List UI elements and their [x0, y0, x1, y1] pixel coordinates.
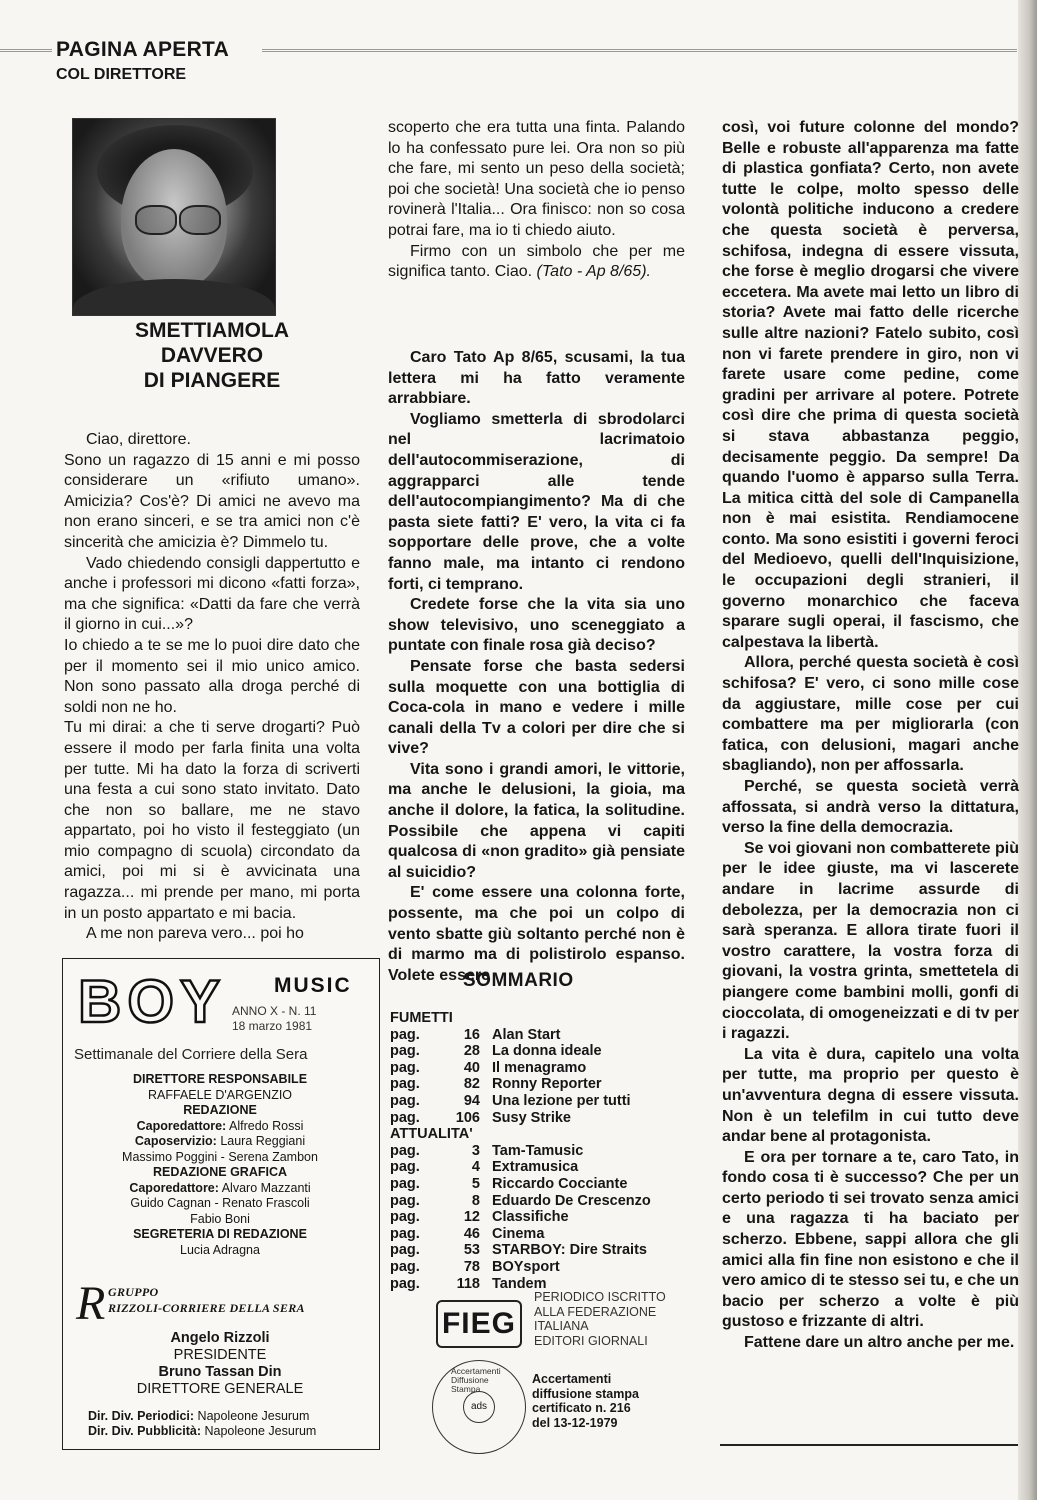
stamp-center: ads: [463, 1391, 495, 1423]
sommario-page-number: 118: [456, 1275, 480, 1292]
music-logo: MUSIC: [274, 974, 352, 997]
sommario-pag-label: pag.: [390, 1242, 420, 1259]
signature-name: (Tato - Ap 8/65).: [536, 263, 651, 281]
sommario-page-number: 4: [471, 1159, 480, 1176]
sommario-pag-label: pag.: [390, 1192, 420, 1209]
credit-name: Lucia Adragna: [180, 1242, 260, 1257]
section-title: PAGINA APERTA: [56, 38, 230, 61]
headline-line: SMETTIAMOLA: [135, 319, 289, 342]
fieg-line: EDITORI GIORNALI: [534, 1333, 648, 1348]
signature-text: Firmo con un simbolo che per me significa tanto. Ciao.: [388, 242, 685, 281]
sommario-page-number: 8: [471, 1192, 480, 1209]
sommario-item: [390, 1076, 710, 1093]
sommario-page-number: 3: [471, 1142, 480, 1159]
stamp-ring-text: Accertamenti Diffusione Stampa: [451, 1366, 501, 1394]
sommario-item: [390, 1176, 710, 1193]
sommario-item: [390, 1093, 710, 1110]
issue-date: 18 marzo 1981: [232, 1019, 313, 1033]
dg-title: DIRETTORE GENERALE: [136, 1381, 304, 1397]
credit-name: Massimo Poggini - Serena Zambon: [122, 1149, 318, 1164]
fieg-logo: FIEG: [436, 1300, 522, 1348]
sommario-item-title: Ronny Reporter: [492, 1076, 602, 1093]
sommario-pag-label: pag.: [390, 1026, 420, 1043]
sommario-item-title: Extramusica: [492, 1159, 579, 1176]
sommario-item-title: La donna ideale: [492, 1043, 602, 1060]
accert-line: diffusione stampa: [532, 1386, 639, 1401]
sommario-page-number: 78: [463, 1258, 480, 1275]
masthead-credits: [64, 1072, 376, 1258]
reply-paragraph: La vita è dura, capitelo una volta per tutte, ma proprio per questo è un'avventura degna di essere vissuta. Non è un telefilm in cui tutto deve andar bene al protagonista.: [722, 1045, 1019, 1146]
sommario-item: [390, 1193, 710, 1210]
sommario-item-title: Eduardo De Crescenzo: [492, 1192, 651, 1209]
ads-stamp-icon: [432, 1360, 526, 1454]
credit-heading: REDAZIONE: [183, 1103, 257, 1117]
reply-paragraph: Perché, se questa società verrà affossata, si andrà verso la dittatura, verso la fine della democrazia.: [722, 778, 1019, 837]
sommario-pag-label: pag.: [390, 1059, 420, 1076]
accert-line: del 13-12-1979: [532, 1415, 618, 1430]
president-title: PRESIDENTE: [173, 1347, 267, 1363]
sommario-item-title: Il menagramo: [492, 1059, 587, 1076]
reply-paragraph: Caro Tato Ap 8/65, scusami, la tua lettera mi ha fatto veramente arrabbiare.: [388, 349, 685, 408]
credit-name: Fabio Boni: [190, 1211, 250, 1226]
section-subtitle: COL DIRETTORE: [56, 66, 187, 83]
sommario-item-title: Susy Strike: [492, 1109, 571, 1126]
sommario-item-title: Classifiche: [492, 1209, 569, 1226]
sommario-pag-label: pag.: [390, 1258, 420, 1275]
reply-paragraph: Allora, perché questa società è così schifosa? E' vero, ci sono mille cose da aggiustare, mille cose per cui combattere ma per migliorarla (con fatica, con delusioni, magari anche sbagliando), non per affossarla.: [722, 654, 1019, 775]
sommario-pag-label: pag.: [390, 1092, 420, 1109]
letter-paragraph: Ciao, direttore.: [86, 431, 191, 448]
sommario-title: SOMMARIO: [463, 970, 574, 991]
sommario-item-title: Alan Start: [492, 1026, 561, 1043]
sommario-item-title: Tandem: [492, 1275, 547, 1292]
sommario-section: FUMETTI: [390, 1010, 453, 1026]
credit-line: Caporedattore: Alvaro Mazzanti: [129, 1180, 311, 1195]
sommario-pag-label: pag.: [390, 1142, 420, 1159]
reply-paragraph: E' come essere una colonna forte, possente, ma che poi un colpo di vento sbatte giù soltanto perché non è di marmo ma di polistirolo espanso. Volete essere: [388, 884, 685, 984]
headline-line: DAVVERO: [160, 344, 264, 367]
letter-paragraph: Sono un ragazzo di 15 anni e mi posso considerare un «rifiuto umano». Amicizia? Cos'è? Di amici ne avevo ma non erano sinceri, e se tra amici non c'è sincerità che amicizia è? Dimmelo tu.: [64, 451, 360, 551]
page-edge: [1018, 0, 1037, 1500]
credit-heading: DIRETTORE RESPONSABILE: [132, 1072, 308, 1086]
credit-heading: SEGRETERIA DI REDAZIONE: [133, 1227, 307, 1241]
sommario-page-number: 40: [463, 1059, 480, 1076]
letter-paragraph: Tu mi dirai: a che ti serve drogarti? Può essere il modo per farla finita una volta per tutte. Mi ha dato la forza di scriverti una festa a cui sono stato invitato. Dato che non so ballare, me ne stavo appartato, poi ho visto il festeggiato (un mio compagno di scuola) circondato da amici, poi mi si è avvicinata una ragazza... mi prende per mano, mi porta in un posto appartato e mi bacia.: [64, 719, 360, 922]
sommario-page-number: 28: [463, 1043, 480, 1060]
division-directors: [88, 1409, 316, 1439]
sommario-page-number: 46: [463, 1225, 480, 1242]
reply-column-2: [388, 348, 685, 986]
sommario-item: [390, 1259, 710, 1276]
division-line: Dir. Div. Pubblicità: Napoleone Jesurum: [88, 1424, 317, 1438]
sommario-page-number: 12: [463, 1209, 480, 1226]
reply-paragraph: Se voi giovani non combatterete più per le idee giuste, ma vi lascerete andare in lacrime assurde di debolezza, per la democrazia non ci sarà speranza. E allora tirate fuori il vostro carattere, la vostra forza di giovani, la vostra grinta, smettetela di piangere come bambini molli, gonfi di cioccolata, di omogeneizzati e di tv per i ragazzi.: [722, 839, 1019, 1043]
sommario-page-number: 16: [463, 1026, 480, 1043]
sommario-page-number: 82: [463, 1076, 480, 1093]
reply-paragraph: Vogliamo smetterla di sbrodolarci nel lacrimatoio dell'autocommiserazione, di aggrapparci alle tende dell'autocompiangimento? Ma di che pasta siete fatti? E' vero, la vita ci fa sopportare delle prove, che a volte fanno male, ma intanto ci rendono forti, ci temprano.: [388, 410, 685, 593]
reply-column-3: [722, 118, 1019, 1354]
reply-paragraph: E ora per tornare a te, caro Tato, in fondo cosa ti è successo? Che per un certo periodo ti sei trovato senza amici e una ragazza ti ha baciato per scherzo. Ebbene, sappi allora che gli amici alla fin fine non esistono e che il vero amico di te stesso sei tu, e che un bacio per scherzo a volte è più gustoso e frizzante di altri.: [722, 1148, 1019, 1331]
sommario-item-title: STARBOY: Dire Straits: [492, 1242, 647, 1259]
sommario-pag-label: pag.: [390, 1225, 420, 1242]
fieg-line: PERIODICO ISCRITTO: [534, 1290, 666, 1304]
sommario-item: [390, 1043, 710, 1060]
fieg-line: ITALIANA: [534, 1319, 589, 1333]
sommario-item-title: Riccardo Cocciante: [492, 1175, 628, 1192]
letter-column-2: [388, 118, 685, 283]
sommario-pag-label: pag.: [390, 1175, 420, 1192]
president-name: Angelo Rizzoli: [170, 1330, 270, 1346]
sommario-item-title: Cinema: [492, 1225, 545, 1242]
sommario-item-title: Tam-Tamusic: [492, 1142, 584, 1159]
reply-paragraph: Credete forse che la vita sia uno show televisivo, uno sceneggiato a puntate con finale rosa già deciso?: [388, 596, 685, 655]
accert-line: certificato n. 216: [532, 1401, 631, 1415]
division-line: Dir. Div. Periodici: Napoleone Jesurum: [88, 1409, 310, 1423]
header-rule-right: [262, 48, 1017, 52]
sommario-section: ATTUALITA': [390, 1126, 473, 1143]
letter-paragraph: scoperto che era tutta una finta. Palando lo ha confessato pure lei. Ora non so più che fare, mi sento un peso della società; poi che società! Una società che io penso rovinerà l'Italia... Ora finisco: non so cosa potrai fare, ma io ti chiedo aiuto.: [388, 119, 685, 239]
sommario-item: [390, 1143, 710, 1160]
gruppo-line: GRUPPO: [108, 1285, 159, 1299]
sommario-pag-label: pag.: [390, 1209, 420, 1226]
credit-name: Guido Cagnan - Renato Frascoli: [130, 1196, 310, 1210]
sommario-page-number: 94: [463, 1092, 480, 1109]
publisher-line: Settimanale del Corriere della Sera: [74, 1046, 308, 1063]
sommario-page-number: 53: [463, 1242, 480, 1259]
credit-line: Caporedattore: Alfredo Rossi: [136, 1118, 304, 1133]
reply-paragraph: Fattene dare un altro anche per me.: [744, 1334, 1015, 1352]
credit-heading: REDAZIONE GRAFICA: [152, 1165, 288, 1179]
sommario-item: [390, 1110, 710, 1127]
sommario-item: [390, 1027, 710, 1044]
issue-number: ANNO X - N. 11: [232, 1004, 317, 1018]
reply-paragraph: Pensate forse che basta sedersi sulla moquette con una bottiglia di Coca-cola in mano e vedere i mille canali della Tv a colori per dire che si vive?: [388, 657, 685, 758]
sommario-item: [390, 1209, 710, 1226]
gruppo-line: RIZZOLI-CORRIERE DELLA SERA: [108, 1301, 305, 1315]
sommario-page-number: 106: [455, 1109, 480, 1126]
letter-column-1: [64, 430, 360, 945]
credit-line: Caposervizio: Laura Reggiani: [134, 1134, 306, 1148]
management: [64, 1330, 376, 1398]
sommario-page-number: 5: [471, 1175, 480, 1192]
sommario-item: [390, 1242, 710, 1259]
sommario-pag-label: pag.: [390, 1043, 420, 1060]
credit-name: RAFFAELE D'ARGENZIO: [147, 1087, 293, 1102]
accert-line: Accertamenti: [532, 1372, 612, 1386]
accertamenti-text: [532, 1372, 639, 1430]
rizzoli-logo-icon: R: [76, 1277, 106, 1330]
dg-name: Bruno Tassan Din: [158, 1364, 282, 1380]
letter-paragraph: Vado chiedendo consigli dappertutto e anche i professori mi dicono «fatti forza», ma che significa: «Datti da fare che verrà il giorno in cui...»?: [64, 554, 360, 634]
fieg-text: [534, 1290, 666, 1348]
sommario-pag-label: pag.: [390, 1076, 420, 1093]
sommario-pag-label: pag.: [390, 1159, 420, 1176]
letter-signature: [388, 242, 685, 283]
letter-paragraph: A me non pareva vero... poi ho: [86, 925, 304, 943]
article-headline: [64, 318, 360, 393]
sommario-item-title: Una lezione per tutti: [492, 1092, 631, 1109]
sommario-item: [390, 1060, 710, 1077]
sommario-pag-label: pag.: [390, 1109, 420, 1126]
header-rule-left: [0, 48, 52, 52]
sommario-item-title: BOYsport: [492, 1258, 560, 1275]
sommario-pag-label: pag.: [390, 1275, 420, 1292]
headline-line: DI PIANGERE: [143, 369, 281, 392]
gruppo-name: [108, 1284, 305, 1316]
sommario-item: [390, 1159, 710, 1176]
column-end-rule: [720, 1444, 1018, 1446]
fieg-line: ALLA FEDERAZIONE: [534, 1304, 657, 1319]
letter-paragraph: Io chiedo a te se me lo puoi dire dato che per il momento sei il mio unico amico. Non sono passato alla droga perché di soldi non ne ho.: [64, 636, 360, 716]
sommario-list: [390, 1010, 710, 1292]
boy-logo: BOY: [78, 968, 227, 1035]
director-photo: [72, 118, 276, 316]
reply-paragraph: Vita sono i grandi amori, le vittorie, ma anche le delusioni, la gioia, ma anche il dolore, la fatica, la solitudine. Possibile che appena vi capiti qualcosa di «non gradito» già pensiate al suicidio?: [388, 760, 685, 881]
reply-paragraph: così, voi future colonne del mondo? Belle e robuste all'apparenza ma fatte di plastica gonfiata? Certo, non avete tutte le colpe, molto spesso delle volontà politiche inducono a credere che questa società è perversa, schifosa, indegna di essere vissuta, che forse è meglio drogarsi che vivere eccetera. Ma avete mai letto un libro di storia? Avete mai fatto delle ricerche sulle altre nazioni? Fatelo subito, così non vi farete prendere in giro, non vi farete usare come pedine, come gradini per arrivare al potere. Potrete così dire che prima di questa società si stava abbastanza peggio, decisamente peggio. Da sempre! Da quando l'uomo è apparso sulla Terra. La mitica città del sole di Campanella non è mai esistita. Rendiamocene conto. Ma sono esistiti i governi feroci del Medioevo, quelli dell'Inquisizione, le occupazioni degli stranieri, il governo monarchico che faceva sparare sugli operai, il fascismo, che calpestava la libertà.: [722, 119, 1019, 651]
sommario-item: [390, 1226, 710, 1243]
